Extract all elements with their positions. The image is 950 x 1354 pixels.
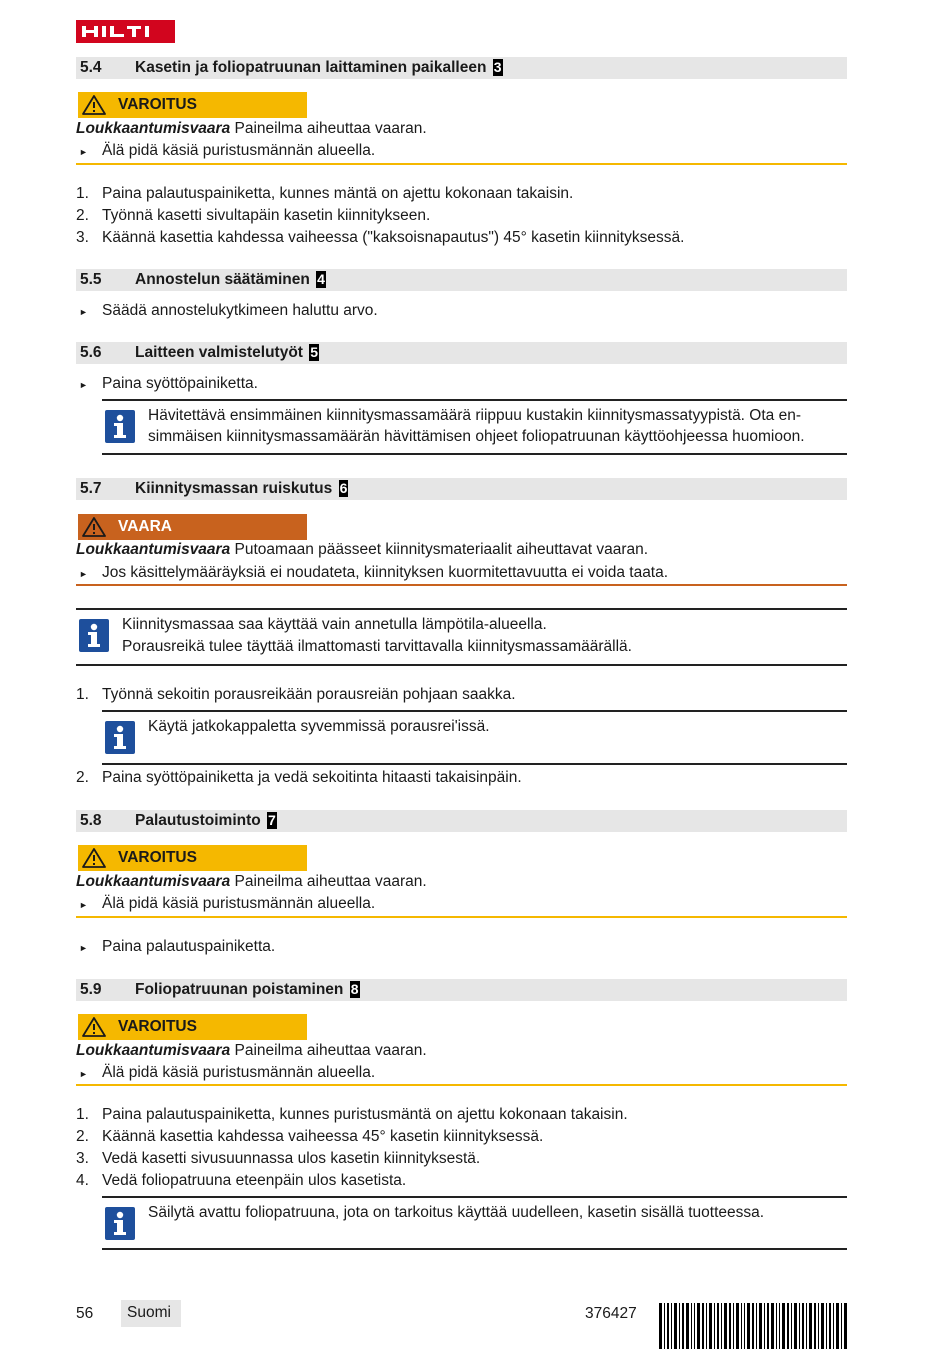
warning-text: Loukkaantumisvaara Paineilma aiheuttaa vaaran.: [76, 873, 427, 890]
step-text: Käännä kasettia kahdessa vaiheessa 45° kasetin kiinnityksessä.: [102, 1128, 544, 1145]
instruction-text: Paina syöttöpainiketta.: [102, 375, 258, 392]
danger-text: Loukkaantumisvaara Putoamaan päässeet kiinnitysmateriaalit aiheuttavat vaaran.: [76, 541, 649, 558]
section-number: 5.8: [80, 812, 102, 829]
figure-reference: 4: [317, 271, 325, 287]
warning-instruction: Älä pidä käsiä puristusmännän alueella.: [102, 895, 376, 912]
note-bottom-rule: [76, 664, 847, 666]
instruction-text: Säädä annostelukytkimeen haluttu arvo.: [102, 302, 378, 319]
warning-divider: [76, 163, 847, 165]
section-title: Kasetin ja foliopatruunan laittaminen paikalleen 3: [135, 59, 502, 76]
section-number: 5.7: [80, 480, 102, 497]
warning-triangle-icon: [82, 95, 106, 120]
figure-reference: 5: [310, 344, 319, 360]
warning-divider: [76, 1084, 847, 1086]
note-top-rule: [76, 608, 847, 610]
danger-instruction: Jos käsittelymääräyksiä ei noudateta, kiinnityksen kuormitettavuutta ei voida taata.: [102, 564, 669, 581]
step-number: 1.: [76, 686, 89, 703]
warning-instruction: Älä pidä käsiä puristusmännän alueella.: [102, 1064, 376, 1081]
figure-reference: 3: [493, 59, 502, 75]
step-text: Työnnä sekoitin porausreikään porausreiän pohjaan saakka.: [102, 686, 516, 703]
language-label: Suomi: [121, 1300, 181, 1327]
warning-label: VAROITUS: [78, 92, 307, 118]
figure-reference: 7: [268, 812, 276, 828]
step-number: 1.: [76, 1106, 89, 1123]
section-number: 5.4: [80, 59, 102, 76]
triangle-bullet-icon: ►: [79, 147, 88, 157]
step-text: Vedä kasetti sivusuunnassa ulos kasetin kiinnityksestä.: [102, 1150, 481, 1167]
warning-instruction: Älä pidä käsiä puristusmännän alueella.: [102, 142, 376, 159]
section-title: Annostelun säätäminen 4: [135, 271, 325, 288]
section-number: 5.5: [80, 271, 102, 288]
note-text: Kiinnitysmassaa saa käyttää vain annetulla lämpötila-alueella.: [122, 616, 547, 633]
section-number: 5.9: [80, 981, 102, 998]
figure-reference: 6: [339, 480, 348, 496]
step-number: 2.: [76, 769, 89, 786]
section-title: Kiinnitysmassan ruiskutus 6: [135, 480, 348, 497]
document-number: 376427: [585, 1305, 637, 1322]
danger-divider: [76, 584, 847, 586]
triangle-bullet-icon: ►: [79, 380, 88, 390]
triangle-bullet-icon: ►: [79, 900, 88, 910]
triangle-bullet-icon: ►: [79, 1069, 88, 1079]
note-bottom-rule: [102, 763, 847, 765]
figure-reference: 8: [350, 981, 359, 997]
warning-text: Loukkaantumisvaara Paineilma aiheuttaa vaaran.: [76, 1042, 427, 1059]
note-bottom-rule: [102, 1248, 847, 1250]
step-number: 1.: [76, 185, 89, 202]
step-text: Käännä kasettia kahdessa vaiheessa ("kaksoisnapautus") 45° kasetin kiinnityksessä.: [102, 229, 685, 246]
step-text: Paina syöttöpainiketta ja vedä sekoitinta hitaasti takaisinpäin.: [102, 769, 522, 786]
warning-triangle-icon: [82, 848, 106, 873]
note-top-rule: [102, 1196, 847, 1198]
note-top-rule: [102, 399, 847, 401]
step-number: 3.: [76, 1150, 89, 1167]
triangle-bullet-icon: ►: [79, 569, 88, 579]
step-number: 2.: [76, 207, 89, 224]
warning-label: VAROITUS: [78, 845, 307, 871]
section-header-5-9: [76, 979, 847, 1001]
note-text: Säilytä avattu foliopatruuna, jota on tarkoitus käyttää uudelleen, kasetin sisällä tuotteessa.: [148, 1204, 765, 1221]
triangle-bullet-icon: ►: [79, 307, 88, 317]
step-text: Paina palautuspainiketta, kunnes mäntä on ajettu kokonaan takaisin.: [102, 185, 574, 202]
note-text: Käytä jatkokappaletta syvemmissä porausrei'issä.: [148, 718, 490, 735]
note-top-rule: [102, 710, 847, 712]
note-text: Hävitettävä ensimmäinen kiinnitysmassamäärä riippuu kustakin kiinnitysmassatyypistä. Ota en-: [148, 407, 801, 424]
warning-triangle-icon: [82, 517, 106, 542]
note-bottom-rule: [102, 453, 847, 455]
step-number: 3.: [76, 229, 89, 246]
warning-text: Loukkaantumisvaara Paineilma aiheuttaa vaaran.: [76, 120, 427, 137]
step-number: 2.: [76, 1128, 89, 1145]
warning-triangle-icon: [82, 1017, 106, 1042]
step-text: Paina palautuspainiketta, kunnes puristusmäntä on ajettu kokonaan takaisin.: [102, 1106, 628, 1123]
section-number: 5.6: [80, 344, 102, 361]
section-header-5-4: [76, 57, 847, 79]
section-header-5-5: [76, 269, 847, 291]
barcode-icon: [659, 1303, 847, 1354]
hilti-logo: [76, 20, 175, 43]
danger-label: VAARA: [78, 514, 307, 540]
note-text: simmäisen kiinnitysmassamäärän hävittämisen ohjeet foliopatruunan käyttöohjeessa huomioon.: [148, 428, 805, 445]
step-text: Työnnä kasetti sivultapäin kasetin kiinnitykseen.: [102, 207, 431, 224]
info-icon: [79, 619, 109, 652]
step-number: 4.: [76, 1172, 89, 1189]
note-text: Porausreikä tulee täyttää ilmattomasti tarvittavalla kiinnitysmassamäärällä.: [122, 638, 632, 655]
step-text: Vedä foliopatruuna eteenpäin ulos kasetista.: [102, 1172, 407, 1189]
triangle-bullet-icon: ►: [79, 943, 88, 953]
section-title: Palautustoiminto 7: [135, 812, 276, 829]
info-icon: [105, 721, 135, 754]
instruction-text: Paina palautuspainiketta.: [102, 938, 276, 955]
section-title: Laitteen valmistelutyöt 5: [135, 344, 319, 361]
section-header-5-6: [76, 342, 847, 364]
section-header-5-7: [76, 478, 847, 500]
warning-label: VAROITUS: [78, 1014, 307, 1040]
info-icon: [105, 410, 135, 443]
section-header-5-8: [76, 810, 847, 832]
section-title: Foliopatruunan poistaminen 8: [135, 981, 359, 998]
warning-divider: [76, 916, 847, 918]
page-number: 56: [76, 1305, 94, 1322]
info-icon: [105, 1207, 135, 1240]
